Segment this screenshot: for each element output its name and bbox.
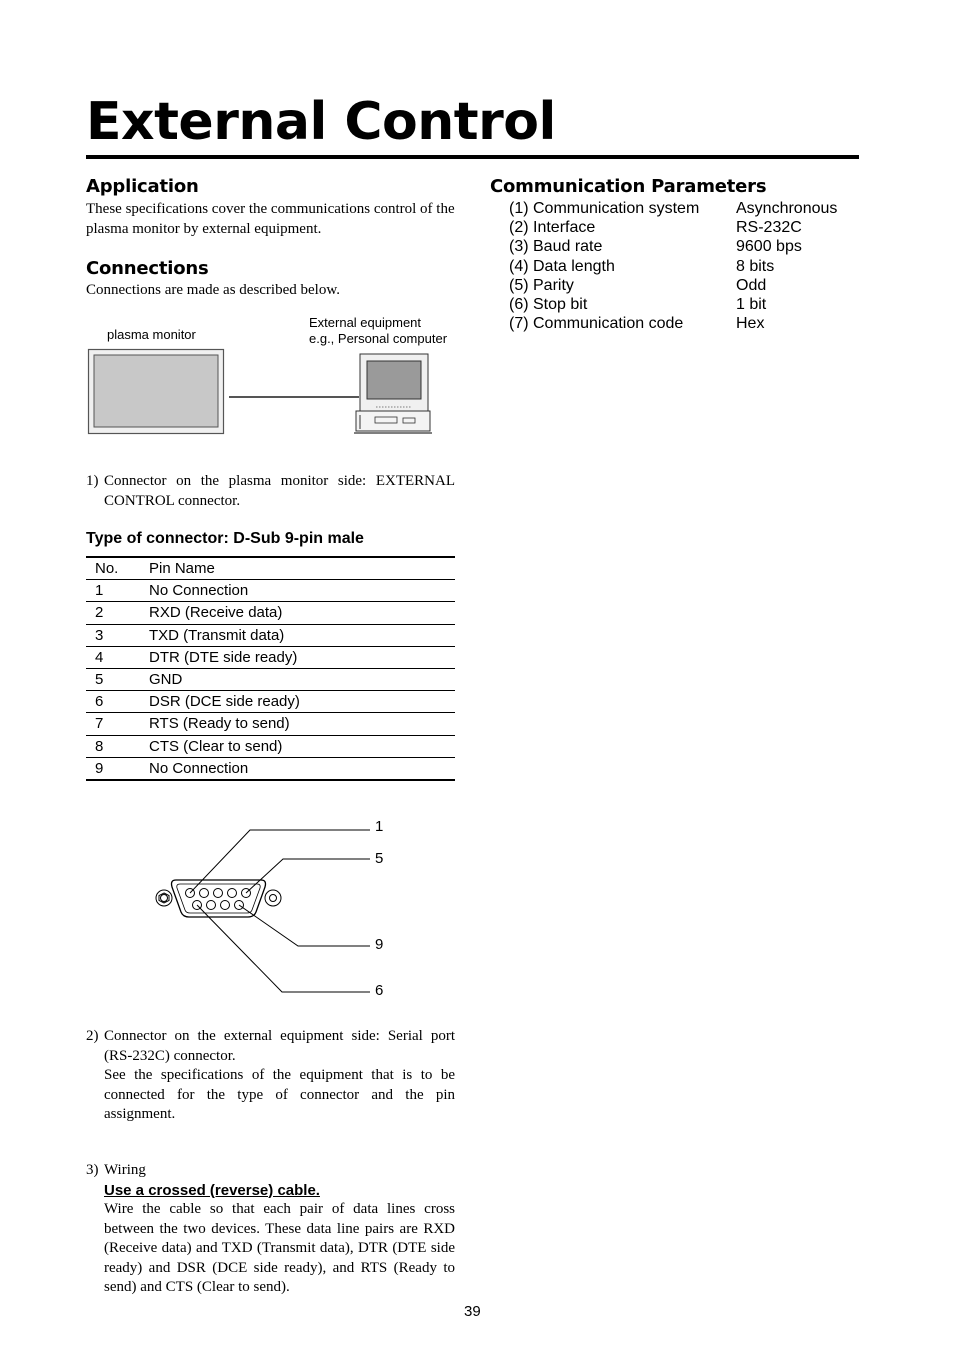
pin-name: No Connection xyxy=(140,580,455,602)
table-row xyxy=(86,735,455,757)
param-value: Asynchronous xyxy=(736,200,838,217)
item-3-label: Wiring xyxy=(104,1162,146,1178)
connections-heading: Connections xyxy=(86,258,209,279)
right-screw-icon xyxy=(265,890,281,906)
item-2-number: 2) xyxy=(86,1028,99,1044)
param-label: (3) Baud rate xyxy=(509,238,603,256)
pin-number: 6 xyxy=(86,691,140,713)
personal-computer-illustration xyxy=(354,354,432,433)
leader-pin-9 xyxy=(239,905,370,946)
pin-number: 9 xyxy=(86,757,140,780)
application-text: These specifications cover the communications control of the plasma monitor by external equipment. xyxy=(86,201,455,237)
header-no: No. xyxy=(86,557,140,580)
pin-name: RTS (Ready to send) xyxy=(140,713,455,735)
item-2-line-1: Connector on the external equipment side: Serial port xyxy=(104,1028,455,1044)
item-1 xyxy=(86,472,455,511)
pin-number: 1 xyxy=(86,580,140,602)
param-value: RS-232C xyxy=(736,219,802,237)
item-3 xyxy=(86,1161,455,1298)
dsub-connector-diagram xyxy=(150,820,375,1000)
param-label: (6) Stop bit xyxy=(509,296,588,314)
item-3-text: Wire the cable so that each pair of data lines cross between the two devices. These data line pairs are RXD (Receive data) and TXD (Transmit data), DTR (DTE side ready) and DSR (DCE side ready), and RTS (Ready to send) and CTS (Clear to send). xyxy=(104,1201,455,1295)
table-row xyxy=(86,646,455,668)
list-item xyxy=(509,276,837,295)
page-number: 39 xyxy=(464,1303,481,1320)
connections-text: Connections are made as described below. xyxy=(86,282,340,298)
table-row xyxy=(86,691,455,713)
pin-label-6: 6 xyxy=(375,982,384,999)
table-row xyxy=(86,757,455,780)
param-label: (4) Data length xyxy=(509,257,615,275)
application-heading: Application xyxy=(86,176,199,197)
table-row xyxy=(86,580,455,602)
communication-parameters-heading: Communication Parameters xyxy=(490,176,767,197)
param-value: 1 bit xyxy=(736,296,767,314)
pin-name: GND xyxy=(140,668,455,690)
pin-label-1: 1 xyxy=(375,818,384,835)
pin-label-9: 9 xyxy=(375,936,384,953)
communication-parameters-list xyxy=(509,199,837,333)
param-label: (2) Interface xyxy=(509,219,596,237)
param-value: Hex xyxy=(736,315,765,333)
pin-name: DSR (DCE side ready) xyxy=(140,691,455,713)
pin-number: 7 xyxy=(86,713,140,735)
list-item xyxy=(509,314,837,333)
pin-name: RXD (Receive data) xyxy=(140,602,455,624)
leader-pin-6 xyxy=(197,905,370,992)
param-value: 9600 bps xyxy=(736,238,802,256)
table-row xyxy=(86,668,455,690)
pin-row-top xyxy=(186,889,251,898)
pin-number: 2 xyxy=(86,602,140,624)
pin-name: CTS (Clear to send) xyxy=(140,735,455,757)
pin-label-5: 5 xyxy=(375,850,384,867)
pin-name: DTR (DTE side ready) xyxy=(140,646,455,668)
table-header-row xyxy=(86,557,455,580)
param-value: Odd xyxy=(736,276,767,294)
item-2 xyxy=(86,1027,455,1125)
list-item xyxy=(509,199,837,218)
pin-number: 3 xyxy=(86,624,140,646)
pin-table xyxy=(86,556,455,781)
pin-number: 8 xyxy=(86,735,140,757)
page-title: External Control xyxy=(86,92,556,152)
table-row xyxy=(86,602,455,624)
pin-number: 4 xyxy=(86,646,140,668)
pin-name: TXD (Transmit data) xyxy=(140,624,455,646)
title-divider xyxy=(86,155,859,159)
param-label: (5) Parity xyxy=(509,276,574,294)
left-screw-icon xyxy=(156,890,172,906)
item-1-line-1: Connector on the plasma monitor side: EXTERNAL xyxy=(104,473,455,489)
list-item xyxy=(509,257,837,276)
pin-name: No Connection xyxy=(140,757,455,780)
item-2-line-2: (RS-232C) connector. xyxy=(104,1047,236,1064)
pin-number: 5 xyxy=(86,668,140,690)
list-item xyxy=(509,295,837,314)
item-2-paragraph: See the specifications of the equipment that is to be connected for the type of connector and the pin assignment. xyxy=(104,1067,455,1122)
external-equipment-label: External equipment xyxy=(309,315,422,330)
item-3-emphasis: Use a crossed (reverse) cable. xyxy=(104,1181,320,1199)
table-row xyxy=(86,713,455,735)
item-1-number: 1) xyxy=(86,473,99,489)
plasma-monitor-illustration xyxy=(89,350,224,434)
param-label: (7) Communication code xyxy=(509,315,684,333)
list-item xyxy=(509,237,837,256)
connector-type-heading: Type of connector: D-Sub 9-pin male xyxy=(86,530,364,547)
table-row xyxy=(86,624,455,646)
list-item xyxy=(509,218,837,237)
header-pin-name: Pin Name xyxy=(140,557,455,580)
plasma-monitor-label: plasma monitor xyxy=(107,327,196,342)
connection-diagram xyxy=(86,345,436,440)
param-value: 8 bits xyxy=(736,257,775,275)
item-3-number: 3) xyxy=(86,1162,99,1178)
external-equipment-example-label: e.g., Personal computer xyxy=(309,331,448,346)
item-1-line-2: CONTROL connector. xyxy=(104,492,241,509)
param-label: (1) Communication system xyxy=(509,200,700,217)
